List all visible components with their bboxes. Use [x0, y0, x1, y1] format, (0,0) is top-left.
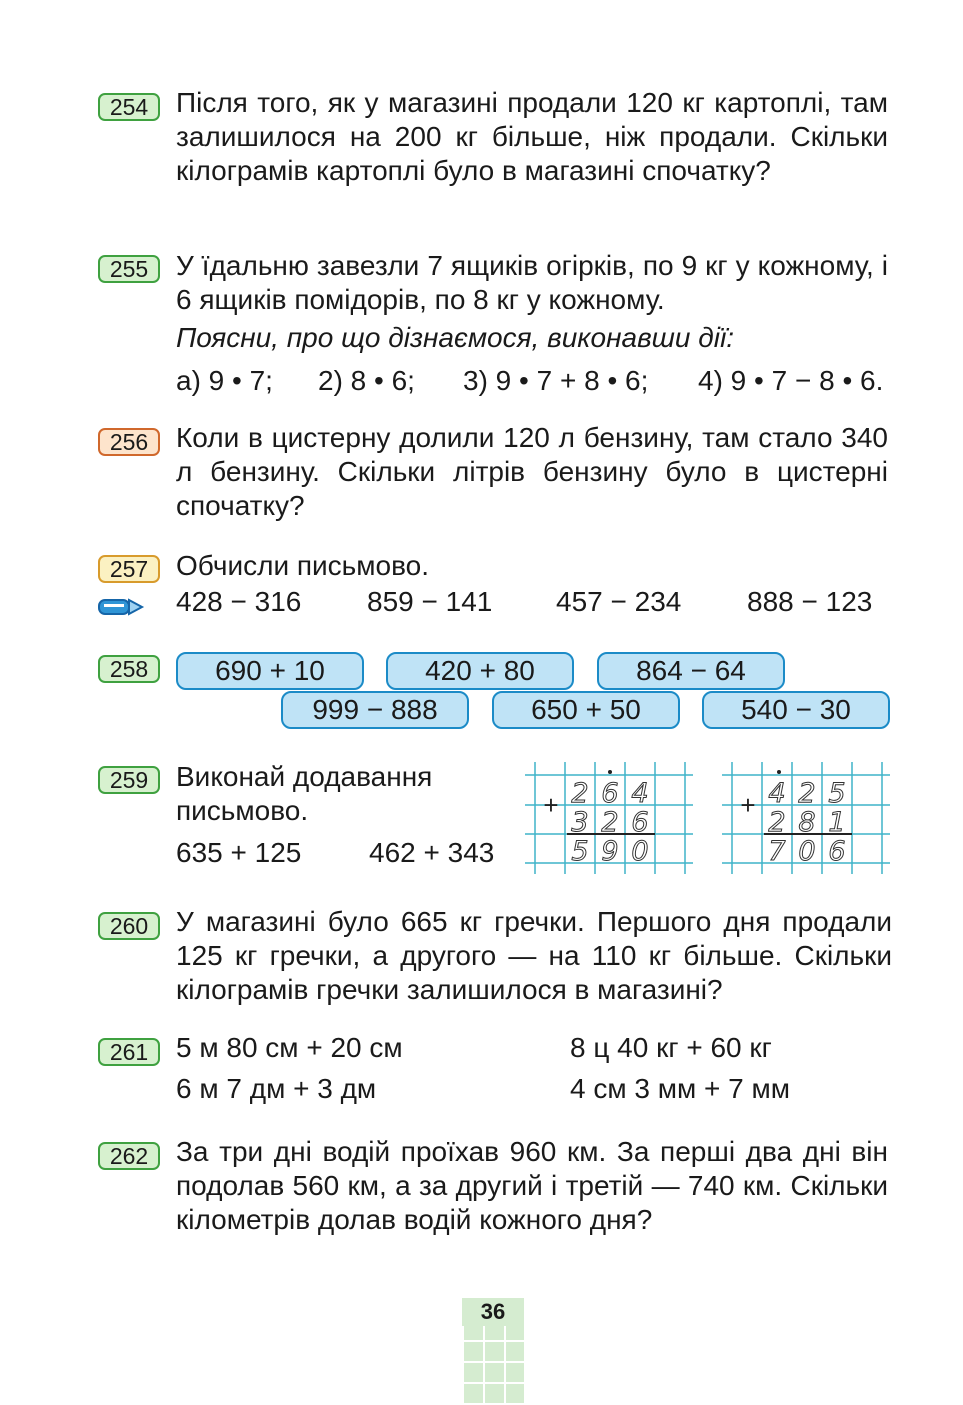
problem-256-text: Коли в цистерну долили 120 л бензину, там стало 340 л бензину. Скільки літрів бензину було в цистерні спочатку? [176, 422, 888, 521]
problem-261-item: 8 ц 40 кг + 60 кг [570, 1032, 772, 1063]
page-number-tab [462, 1298, 524, 1405]
problem-number-257: 257 [98, 555, 160, 583]
problem-255-text: У їдальню завезли 7 ящиків огірків, по 9 кг у кожному, і 6 ящиків помідорів, по 8 кг у кожному. [176, 250, 888, 315]
problem-257-item: 457 − 234 [556, 586, 682, 617]
plus-sign: + [740, 790, 756, 820]
problem-261-item: 6 м 7 дм + 3 дм [176, 1073, 377, 1104]
digit: 9 [601, 836, 619, 867]
problem-number-259: 259 [98, 766, 160, 794]
digit: 2 [768, 807, 786, 838]
page-number: 36 [462, 1298, 524, 1326]
problem-number-254: 254 [98, 93, 160, 121]
digit: 8 [798, 807, 816, 838]
plus-sign: + [543, 790, 559, 820]
problem-255-item: 2) 8 • 6; [318, 365, 415, 396]
digit: 5 [571, 836, 589, 867]
problem-255-instruction: Поясни, про що дізнаємося, виконавши дії: [176, 322, 734, 353]
problem-259-item: 635 + 125 [176, 837, 302, 868]
problem-255-item: а) 9 • 7; [176, 365, 273, 396]
problem-261-item: 5 м 80 см + 20 см [176, 1032, 403, 1063]
problem-262-text: За три дні водій проїхав 960 км. За перші два дні він подолав 560 км, а за другий і третій — 740 км. Скільки кілометрів долав водій кожного дня? [176, 1136, 888, 1235]
digit: 1 [828, 807, 846, 838]
problem-261-item: 4 см 3 мм + 7 мм [570, 1073, 790, 1104]
problem-257-item: 859 − 141 [367, 586, 493, 617]
digit: 2 [601, 807, 619, 838]
problem-257-title: Обчисли письмово. [176, 550, 429, 581]
column-addition-example [722, 762, 890, 874]
digit: 6 [601, 778, 619, 809]
problem-number-260: 260 [98, 912, 160, 940]
digit: 2 [798, 778, 816, 809]
digit: 4 [768, 778, 786, 809]
digit: 2 [571, 778, 589, 809]
problem-254-text: Після того, як у магазині продали 120 кг картоплі, там залишилося на 200 кг більше, ніж продали. Скільки кілограмів картоплі було в магазині спочатку? [176, 87, 888, 186]
digit: 0 [798, 836, 816, 867]
problem-255-item: 3) 9 • 7 + 8 • 6; [463, 365, 649, 396]
digit: 6 [828, 836, 846, 867]
digit: 7 [768, 836, 786, 867]
expression-card: 650 + 50 [492, 691, 680, 729]
problem-259-text: Виконай додавання [176, 761, 433, 792]
expression-card: 540 − 30 [702, 691, 890, 729]
expression-card: 420 + 80 [386, 652, 574, 690]
problem-255-item: 4) 9 • 7 − 8 • 6. [698, 365, 884, 396]
digit: 4 [631, 778, 649, 809]
digit: 3 [571, 807, 589, 838]
problem-number-258: 258 [98, 655, 160, 683]
problem-259-item: 462 + 343 [369, 837, 495, 868]
problem-259-text: письмово. [176, 795, 309, 826]
pencil-icon [97, 596, 145, 618]
problem-number-261: 261 [98, 1038, 160, 1066]
expression-card: 999 − 888 [281, 691, 469, 729]
problem-number-256: 256 [98, 428, 160, 456]
problem-number-262: 262 [98, 1142, 160, 1170]
problem-257-item: 888 − 123 [747, 586, 873, 617]
digit: 6 [631, 807, 649, 838]
digit: 0 [631, 836, 649, 867]
expression-card: 864 − 64 [597, 652, 785, 690]
expression-card: 690 + 10 [176, 652, 364, 690]
digit: 5 [828, 778, 846, 809]
problem-260-text: У магазині було 665 кг гречки. Першого дня продали 125 кг гречки, а другого — на 110 кг більше. Скільки кілограмів гречки залишилося в магазині? [176, 906, 892, 1005]
problem-number-255: 255 [98, 255, 160, 283]
column-addition-example [525, 762, 693, 874]
problem-257-item: 428 − 316 [176, 586, 302, 617]
